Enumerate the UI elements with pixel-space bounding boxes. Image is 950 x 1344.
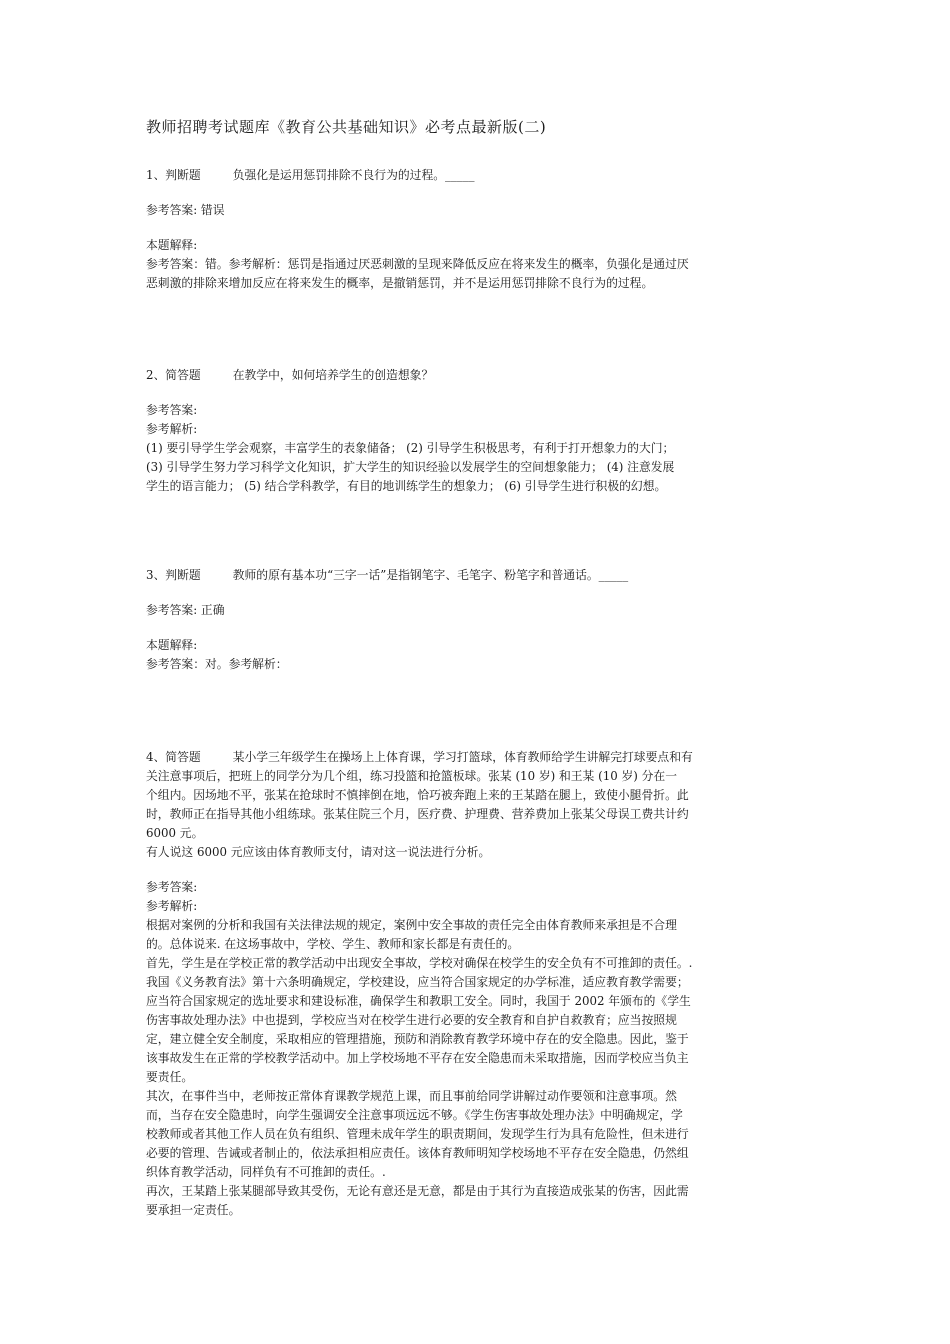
explain-line: 必要的管理、告诫或者制止的，依法承担相应责任。该体育教师明知学校场地不平存在安全隐患，仍然组 bbox=[146, 1146, 689, 1160]
question-type: 3、判断题 bbox=[146, 568, 201, 582]
explain-label: 参考解析: bbox=[146, 899, 198, 913]
answer-label: 参考答案: bbox=[146, 403, 198, 417]
explain-label: 本题解释: bbox=[146, 238, 198, 252]
explain-line: (3) 引导学生努力学习科学文化知识，扩大学生的知识经验以发展学生的空间想象能力； (4) 注意发展 bbox=[146, 460, 675, 474]
question-text: 负强化是运用惩罚排除不良行为的过程。_____ bbox=[232, 168, 475, 182]
explain-line: 的。总体说来. 在这场事故中，学校、学生、教师和家长都是有责任的。 bbox=[146, 937, 520, 951]
question-type: 2、简答题 bbox=[146, 368, 201, 382]
explain-label: 本题解释: bbox=[146, 638, 198, 652]
question-2 bbox=[146, 366, 806, 496]
question-text: 教师的原有基本功“三字一话”是指钢笔字、毛笔字、粉笔字和普通话。_____ bbox=[232, 568, 629, 582]
explain-line: 再次，王某踏上张某腿部导致其受伤，无论有意还是无意，都是由于其行为直接造成张某的伤害，因此需 bbox=[146, 1184, 689, 1198]
question-text: 在教学中，如何培养学生的创造想象？ bbox=[232, 368, 434, 382]
explain-line: 要责任。 bbox=[146, 1070, 194, 1084]
explain-line: 我国《义务教育法》第十六条明确规定，学校建设，应当符合国家规定的办学标准，适应教育教学需要； bbox=[146, 975, 689, 989]
explain-line: 而，当存在安全隐患时，向学生强调安全注意事项远远不够。《学生伤害事故处理办法》中明确规定，学 bbox=[146, 1108, 683, 1122]
explain-line: 根据对案例的分析和我国有关法律法规的规定，案例中安全事故的责任完全由体育教师来承担是不合理 bbox=[146, 918, 677, 932]
answer-label: 参考答案: bbox=[146, 880, 198, 894]
explain-line: 学生的语言能力； (5) 结合学科教学，有目的地训练学生的想象力； (6) 引导学生进行积极的幻想。 bbox=[146, 479, 667, 493]
answer-label: 参考答案: 错误 bbox=[146, 203, 225, 217]
question-3 bbox=[146, 566, 806, 674]
explain-line: (1) 要引导学生学会观察，丰富学生的表象储备； (2) 引导学生积极思考，有利于打开想象力的大门； bbox=[146, 441, 675, 455]
explain-line: 恶刺激的排除来增加反应在将来发生的概率，是撤销惩罚，并不是运用惩罚排除不良行为的过程。 bbox=[146, 276, 654, 290]
explain-line: 应当符合国家规定的选址要求和建设标准，确保学生和教职工安全。同时，我国于 2002 年颁布的《学生 bbox=[146, 994, 691, 1008]
explain-label: 参考解析: bbox=[146, 422, 198, 436]
stem-line: 个组内。因场地不平，张某在抢球时不慎摔倒在地，恰巧被奔跑上来的王某踏在腿上，致使小腿骨折。此 bbox=[146, 788, 689, 802]
explain-line: 该事故发生在正常的学校教学活动中。加上学校场地不平存在安全隐患而未采取措施，因而学校应当负主 bbox=[146, 1051, 689, 1065]
question-type: 1、判断题 bbox=[146, 168, 201, 182]
explain-line: 校教师或者其他工作人员在负有组织、管理未成年学生的职责期间，发现学生行为具有危险性，但未进行 bbox=[146, 1127, 689, 1141]
explain-line: 要承担一定责任。 bbox=[146, 1203, 241, 1217]
explain-line: 织体育教学活动，同样负有不可推卸的责任。. bbox=[146, 1165, 386, 1179]
document-title: 教师招聘考试题库《教育公共基础知识》必考点最新版(二) bbox=[146, 118, 547, 136]
explain-line: 定，建立健全安全制度，采取相应的管理措施，预防和消除教育教学环境中存在的安全隐患。因此，鉴于 bbox=[146, 1032, 689, 1046]
question-type: 4、简答题 bbox=[146, 750, 201, 764]
explain-line: 其次，在事件当中，老师按正常体育课教学规范上课，而且事前给同学讲解过动作要领和注意事项。然 bbox=[146, 1089, 677, 1103]
explain-line: 伤害事故处理办法》中也提到，学校应当对在校学生进行必要的安全教育和自护自救教育；应当按照规 bbox=[146, 1013, 677, 1027]
explain-line: 参考答案：错。参考解析：惩罚是指通过厌恶刺激的呈现来降低反应在将来发生的概率，负强化是通过厌 bbox=[146, 257, 689, 271]
question-1 bbox=[146, 166, 806, 293]
stem-line: 时，教师正在指导其他小组练球。张某住院三个月，医疗费、护理费、营养费加上张某父母误工费共计约 bbox=[146, 807, 689, 821]
stem-line: 6000 元。 bbox=[146, 826, 204, 840]
question-4 bbox=[146, 748, 806, 1220]
stem-line: 关注意事项后，把班上的同学分为几个组，练习投篮和抢篮板球。张某 (10 岁) 和王某 (10 岁) 分在一 bbox=[146, 769, 678, 783]
stem-line: 有人说这 6000 元应该由体育教师支付，请对这一说法进行分析。 bbox=[146, 845, 491, 859]
question-text: 某小学三年级学生在操场上上体育课，学习打篮球，体育教师给学生讲解完打球要点和有 bbox=[232, 750, 693, 764]
answer-label: 参考答案: 正确 bbox=[146, 603, 225, 617]
explain-line: 参考答案：对。参考解析： bbox=[146, 657, 288, 671]
explain-line: 首先，学生是在学校正常的教学活动中出现安全事故，学校对确保在校学生的安全负有不可推卸的责任。. bbox=[146, 956, 693, 970]
